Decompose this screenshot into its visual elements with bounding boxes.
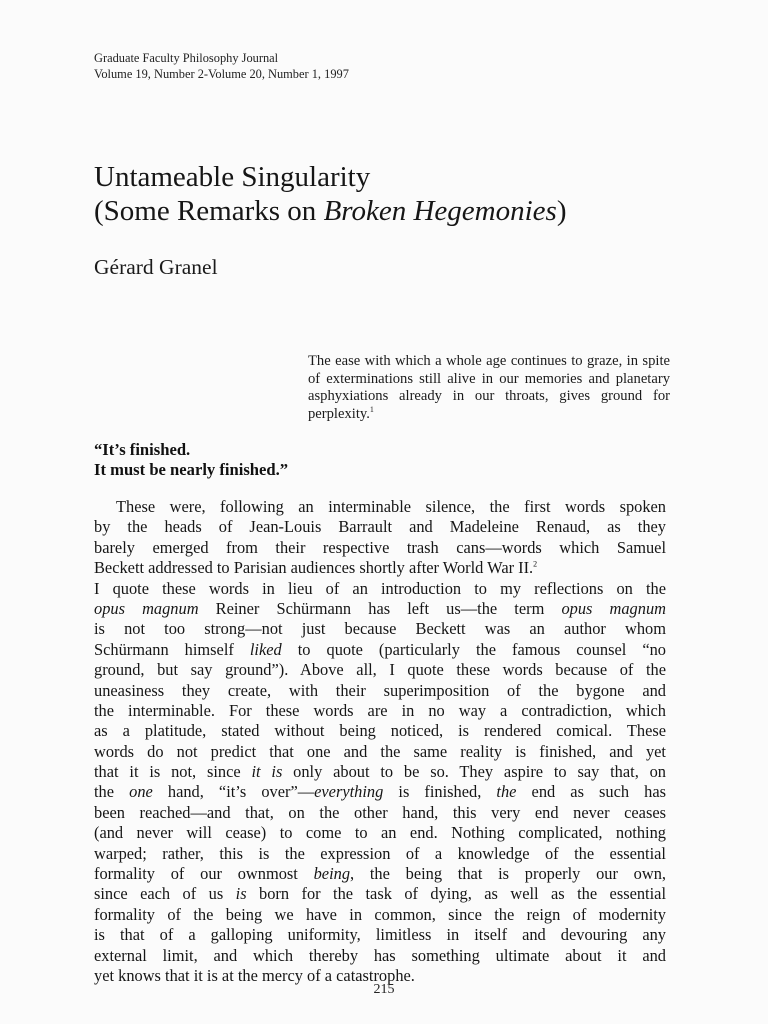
text-run: the xyxy=(94,782,130,802)
paragraph-2-line: yet knows that it is at the mercy of a catastrophe. xyxy=(94,965,415,985)
title-book-name: Broken Hegemonies xyxy=(323,195,557,227)
epigraph-footnote-marker: 1 xyxy=(369,404,374,414)
title-line-2 xyxy=(94,194,567,228)
text-run: to quote (particularly the famous counsel “no xyxy=(281,639,667,659)
body-text xyxy=(94,497,666,986)
paragraph-2-line xyxy=(94,599,666,619)
italic-phrase: is xyxy=(235,884,247,904)
text-run: only about to be so. They aspire to say that, on xyxy=(282,762,667,782)
text-run: , the being that is properly our own, xyxy=(350,864,666,884)
italic-phrase: the xyxy=(496,782,517,802)
paragraph-2-line: is not too strong—not just because Beckett was an author whom xyxy=(94,619,666,639)
text-run: end as such has xyxy=(516,782,667,802)
paragraph-2-line xyxy=(94,782,666,802)
italic-phrase: liked xyxy=(249,639,282,659)
footnote-marker: 2 xyxy=(533,559,538,569)
paragraph-1-line: barely emerged from their respective trash cans—words which Samuel xyxy=(94,537,666,557)
text-run: Reiner Schürmann has left us—the term xyxy=(198,598,562,618)
italic-phrase: one xyxy=(129,782,153,802)
paragraph-1-line: by the heads of Jean-Louis Barrault and Madeleine Renaud, as they xyxy=(94,517,666,537)
title-line-1: Untameable Singularity xyxy=(94,161,371,193)
text-run: born for the task of dying, as well as the essential xyxy=(246,884,666,904)
text-run: Schürmann himself xyxy=(94,639,250,659)
opening-quote-line-1: “It’s finished. xyxy=(94,440,191,459)
paragraph-2-line: words do not predict that one and the same reality is finished, and yet xyxy=(94,741,666,761)
paragraph-2-line: external limit, and which thereby has something ultimate about it and xyxy=(94,945,666,965)
epigraph xyxy=(308,353,670,423)
title-line-2-prefix: (Some Remarks on xyxy=(94,195,324,227)
paragraph-2-line xyxy=(94,884,666,904)
paragraph-2-line: uneasiness they create, with their superimposition of the bygone and xyxy=(94,680,666,700)
paragraph-2-line: I quote these words in lieu of an introduction to my reflections on the xyxy=(94,578,666,598)
text-run: hand, “it’s over”— xyxy=(152,782,315,802)
paragraph-1-last-text: Beckett addressed to Parisian audiences shortly after World War II. xyxy=(94,558,534,578)
paragraph-2-line xyxy=(94,762,666,782)
italic-phrase: it is xyxy=(251,762,283,782)
italic-phrase: everything xyxy=(314,782,384,802)
page-number: 215 xyxy=(373,982,395,997)
text-run: since each of us xyxy=(94,884,236,904)
paragraph-2-line: the interminable. For these words are in no way a contradiction, which xyxy=(94,700,666,720)
paragraph-2-line: formality of the being we have in common, since the reign of modernity xyxy=(94,904,666,924)
paragraph-2-line: is that of a galloping uniformity, limitless in itself and devouring any xyxy=(94,925,666,945)
article-title xyxy=(94,160,567,228)
text-run: is finished, xyxy=(383,782,497,802)
italic-phrase: opus magnum xyxy=(561,598,666,618)
title-line-2-suffix: ) xyxy=(556,195,567,227)
journal-header xyxy=(94,50,349,82)
italic-phrase: opus magnum xyxy=(94,598,199,618)
author-name: Gérard Granel xyxy=(94,255,218,279)
paragraph-2-line: been reached—and that, on the other hand, this very end never ceases xyxy=(94,802,666,822)
journal-volume: Volume 19, Number 2-Volume 20, Number 1, 1997 xyxy=(94,67,349,81)
paragraph-2-line: (and never will cease) to come to an end. Nothing complicated, nothing xyxy=(94,823,666,843)
text-run: that it is not, since xyxy=(94,762,252,782)
paragraph-1-line xyxy=(94,558,666,578)
italic-phrase: being xyxy=(313,864,351,884)
paragraph-2-line xyxy=(94,864,666,884)
epigraph-text: The ease with which a whole age continues to graze, in spite of exterminations still alive in our memories and planetary asphyxiations already in our throats, gives ground for perplexity. xyxy=(308,353,670,422)
paragraph-2-line: as a platitude, stated without being noticed, is rendered comical. These xyxy=(94,721,666,741)
opening-quote-line-2: It must be nearly finished.” xyxy=(94,460,289,479)
text-run: formality of our ownmost xyxy=(94,864,314,884)
paragraph-2-line: ground, but say ground”). Above all, I quote these words because of the xyxy=(94,660,666,680)
paragraph-1-line: These were, following an interminable silence, the first words spoken xyxy=(116,497,666,516)
paragraph-2-line: warped; rather, this is the expression of a knowledge of the essential xyxy=(94,843,666,863)
opening-quote xyxy=(94,440,288,480)
journal-name: Graduate Faculty Philosophy Journal xyxy=(94,51,279,65)
paragraph-2-line xyxy=(94,640,666,660)
